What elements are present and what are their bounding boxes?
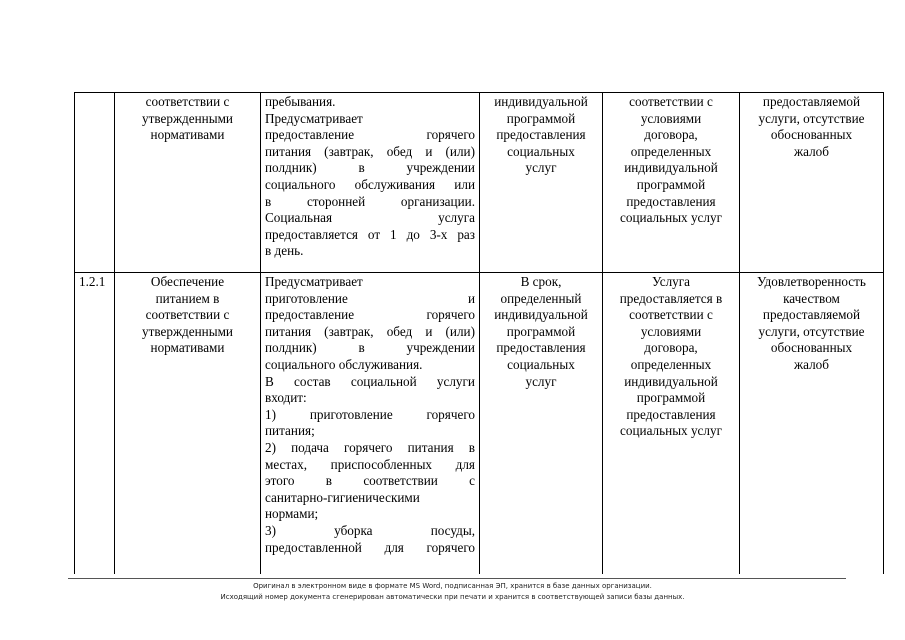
service-name-cell: [115, 93, 261, 273]
cell-text-line: предоставляемой: [762, 94, 861, 109]
description-text-line: приготовление и: [265, 290, 475, 306]
cell-text-line: индивидуальной: [624, 160, 718, 176]
description-text-line: питания;: [265, 423, 315, 439]
service-quality-cell: [740, 93, 884, 273]
row-number-cell: [75, 93, 115, 273]
service-description-cell: [261, 273, 480, 575]
cell-text-line: утвержденными: [141, 110, 233, 126]
description-text-line: полдник) в учреждении: [265, 340, 475, 356]
cell-text-line: предоставляемой: [762, 307, 861, 323]
cell-text-line: условиями: [640, 323, 702, 339]
description-text-line: Предусматривает: [265, 274, 363, 289]
description-text-line: социального обслуживания или: [265, 176, 475, 192]
cell-text-line: договора,: [644, 127, 698, 143]
table-body: [75, 93, 884, 575]
description-text-line: в сторонней организации.: [265, 193, 475, 209]
cell-text-line: определенных: [630, 356, 712, 372]
description-text-line: нормами;: [265, 506, 319, 522]
cell-text-line: обоснованных: [770, 340, 853, 356]
cell-text-line: Услуга: [651, 274, 691, 289]
cell-text-line: индивидуальной: [494, 94, 588, 109]
description-text-line: 1) приготовление горячего: [265, 406, 475, 422]
cell-text-line: социальных: [507, 356, 575, 372]
cell-text-line: жалоб: [794, 356, 829, 372]
cell-text-line: предоставления: [496, 340, 586, 356]
description-text-line: в день.: [265, 243, 304, 259]
cell-text-line: жалоб: [794, 143, 829, 159]
cell-text-line: социальных услуг: [620, 210, 722, 226]
cell-text-line: В срок,: [520, 274, 562, 289]
cell-text-line: услуги, отсутствие: [758, 323, 865, 339]
cell-text-line: программой: [506, 110, 576, 126]
description-text-line: полдник) в учреждении: [265, 160, 475, 176]
cell-text-line: соответствии с: [145, 94, 230, 109]
cell-text-line: программой: [636, 176, 706, 192]
description-text-line: питания (завтрак, обед и (или): [265, 323, 475, 339]
cell-text-line: услуги, отсутствие: [758, 110, 865, 126]
service-conditions-cell: [603, 273, 740, 575]
cell-text-line: программой: [506, 323, 576, 339]
cell-text-line: индивидуальной: [624, 373, 718, 389]
cell-text-line: предоставляется в: [619, 290, 723, 306]
cell-text-line: Обеспечение: [150, 274, 225, 289]
row-number-cell: 1.2.1: [75, 273, 115, 575]
cell-text-line: питанием в: [155, 290, 220, 306]
cell-text-line: предоставления: [496, 127, 586, 143]
cell-text-line: Удовлетворенность: [757, 274, 866, 289]
cell-text-line: обоснованных: [770, 127, 853, 143]
footer-divider: [68, 578, 846, 579]
service-term-cell: [480, 273, 603, 575]
table-row: [75, 273, 884, 575]
cell-text-line: социальных услуг: [620, 423, 722, 439]
cell-text-line: договора,: [644, 340, 698, 356]
description-text-line: этого в соответствии с: [265, 473, 475, 489]
description-text-line: предоставление горячего: [265, 307, 475, 323]
description-text-line: В состав социальной услуги: [265, 373, 475, 389]
cell-text-line: соответствии с: [629, 94, 713, 109]
service-term-cell: [480, 93, 603, 273]
description-text-line: местах, приспособленных для: [265, 456, 475, 472]
description-text-line: предоставленной для горячего: [265, 539, 475, 555]
description-text-line: предоставляется от 1 до 3-х раз: [265, 226, 475, 242]
cell-text-line: социальных: [507, 143, 575, 159]
footer-note-original: Оригинал в электронном виде в формате MS Word, подписанная ЭП, хранится в базе данных организации.: [253, 582, 652, 590]
cell-text-line: программой: [636, 390, 706, 406]
cell-text-line: определенных: [630, 143, 712, 159]
services-table: [74, 92, 884, 574]
cell-text-line: нормативами: [150, 127, 225, 143]
cell-text-line: утвержденными: [141, 323, 233, 339]
description-text-line: 3) уборка посуды,: [265, 522, 475, 538]
description-text-line: входит:: [265, 390, 307, 406]
cell-text-line: качеством: [783, 290, 840, 306]
cell-text-line: индивидуальной: [494, 307, 588, 323]
cell-text-line: нормативами: [150, 340, 225, 356]
cell-text-line: предоставления: [626, 193, 716, 209]
description-text-line: Социальная услуга: [265, 210, 475, 226]
cell-text-line: соответствии с: [145, 307, 230, 323]
service-conditions-cell: [603, 93, 740, 273]
cell-text-line: услуг: [525, 373, 557, 389]
description-text-line: Предусматривает: [265, 110, 363, 126]
cell-text-line: предоставления: [626, 406, 716, 422]
footer-note-number: Исходящий номер документа сгенерирован автоматически при печати и хранится в соответствующей записи базы данных.: [220, 593, 685, 601]
service-quality-cell: [740, 273, 884, 575]
service-description-cell: [261, 93, 480, 273]
description-text-line: пребывания.: [265, 94, 336, 109]
cell-text-line: соответствии с: [629, 307, 713, 323]
description-text-line: социального обслуживания.: [265, 356, 423, 372]
description-text-line: питания (завтрак, обед и (или): [265, 143, 475, 159]
cell-text-line: услуг: [525, 160, 557, 176]
description-text-line: 2) подача горячего питания в: [265, 439, 475, 455]
table-row: [75, 93, 884, 273]
cell-text-line: определенный: [500, 290, 582, 306]
service-name-cell: [115, 273, 261, 575]
description-text-line: предоставление горячего: [265, 127, 475, 143]
description-text-line: санитарно-гигиеническими: [265, 489, 420, 505]
cell-text-line: условиями: [640, 110, 702, 126]
